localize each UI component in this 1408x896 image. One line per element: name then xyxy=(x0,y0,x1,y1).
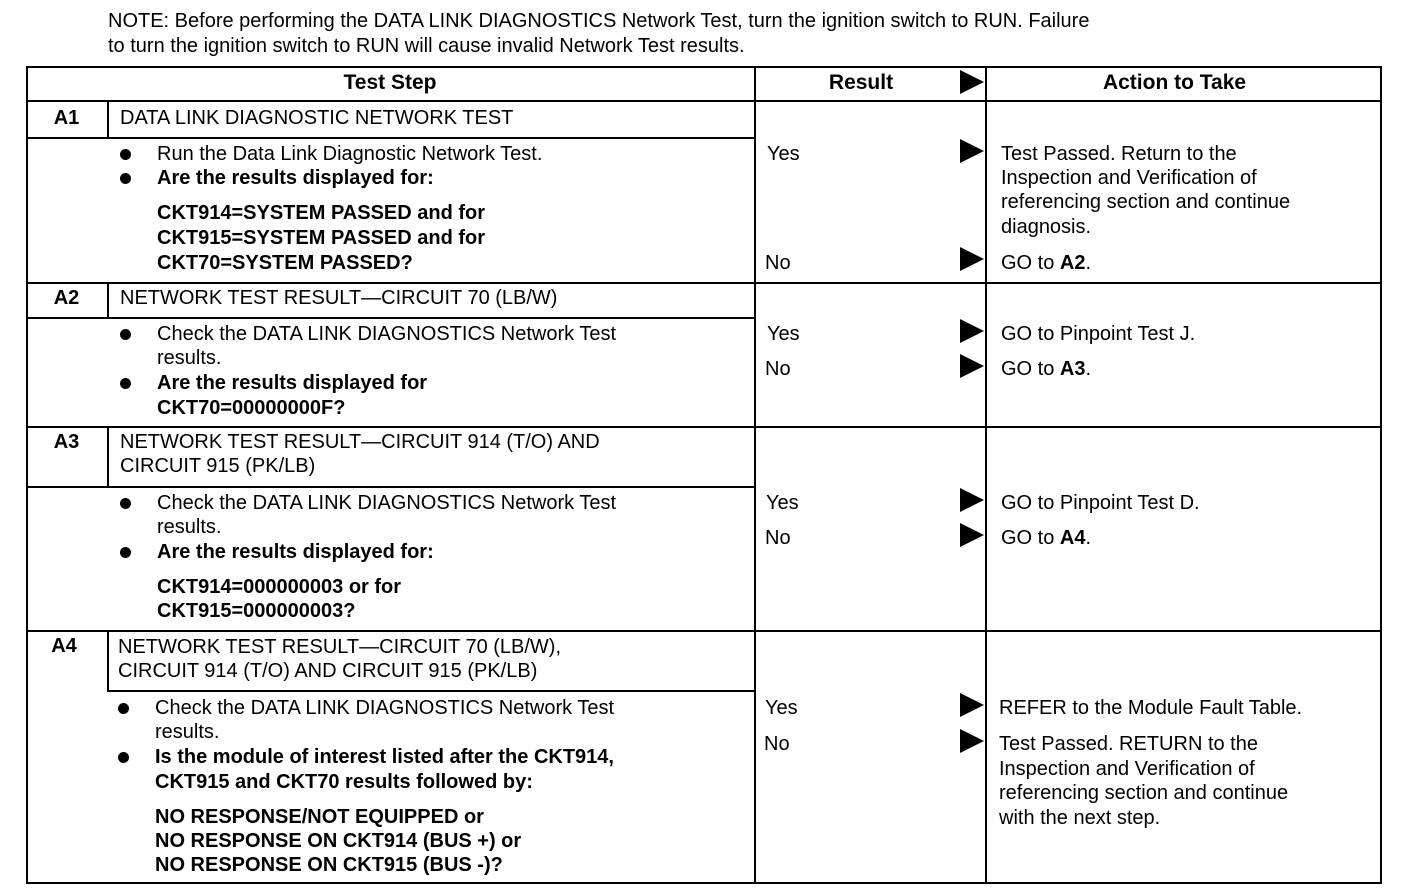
arrow-icon xyxy=(960,729,984,753)
step-id-a3: A3 xyxy=(53,431,80,453)
bullet-icon xyxy=(120,498,131,509)
title-rule-a4 xyxy=(107,690,755,692)
row-rule-a4 xyxy=(26,630,1382,632)
a4-bullet-2-line-2: CKT915 and CKT70 results followed by: xyxy=(155,771,533,793)
a4-result-yes: Yes xyxy=(765,697,798,719)
id-divider-a2 xyxy=(107,282,109,318)
a3-result-no: No xyxy=(765,527,791,549)
a3-bullet-2: Are the results displayed for: xyxy=(157,541,434,563)
a2-bullet-1-line-2: results. xyxy=(157,347,222,369)
row-rule-a2 xyxy=(26,282,1382,284)
a1-extra-1: CKT914=SYSTEM PASSED and for xyxy=(157,202,486,224)
a4-action-no-4: with the next step. xyxy=(999,807,1161,829)
a3-bullet-1-line-2: results. xyxy=(157,516,222,538)
a1-extra-2: CKT915=SYSTEM PASSED and for xyxy=(157,227,486,249)
bullet-icon xyxy=(120,149,131,160)
bullet-icon xyxy=(120,329,131,340)
header-rule xyxy=(26,100,1382,102)
note-line-1: NOTE: Before performing the DATA LINK DIAGNOSTICS Network Test, turn the ignition switch to RUN. Failure xyxy=(108,10,1090,32)
a4-action-no-3: referencing section and continue xyxy=(999,782,1289,804)
a1-bullet-1: Run the Data Link Diagnostic Network Test. xyxy=(157,143,543,165)
step-title-a1: DATA LINK DIAGNOSTIC NETWORK TEST xyxy=(120,107,514,129)
a2-bullet-1-line-1: Check the DATA LINK DIAGNOSTICS Network Test xyxy=(157,323,617,345)
step-title-a3-line-2: CIRCUIT 915 (PK/LB) xyxy=(120,455,316,477)
a4-extra-1: NO RESPONSE/NOT EQUIPPED or xyxy=(155,806,484,828)
id-divider-a1 xyxy=(107,100,109,138)
bullet-icon xyxy=(120,378,131,389)
step-title-a4-line-2: CIRCUIT 914 (T/O) AND CIRCUIT 915 (PK/LB) xyxy=(118,660,538,682)
title-rule-a1 xyxy=(26,137,755,139)
a2-bullet-2-line-2: CKT70=00000000F? xyxy=(157,397,346,419)
a2-action-yes: GO to Pinpoint Test J. xyxy=(1001,323,1196,345)
a1-result-yes: Yes xyxy=(767,143,800,165)
bullet-icon xyxy=(118,752,129,763)
a4-action-no-2: Inspection and Verification of xyxy=(999,758,1255,780)
arrow-icon xyxy=(960,523,984,547)
a4-bullet-2-line-1: Is the module of interest listed after the CKT914, xyxy=(155,746,614,768)
a4-action-no-1: Test Passed. RETURN to the xyxy=(999,733,1258,755)
a2-result-yes: Yes xyxy=(767,323,800,345)
arrow-icon xyxy=(960,488,984,512)
a1-bullet-2: Are the results displayed for: xyxy=(157,167,434,189)
step-title-a3-line-1: NETWORK TEST RESULT—CIRCUIT 914 (T/O) AND xyxy=(120,431,600,453)
id-divider-a3 xyxy=(107,426,109,487)
arrow-icon xyxy=(960,247,984,271)
a1-result-no: No xyxy=(765,252,791,274)
note-line-2: to turn the ignition switch to RUN will cause invalid Network Test results. xyxy=(108,35,745,57)
bullet-icon xyxy=(120,547,131,558)
a3-result-yes: Yes xyxy=(766,492,799,514)
step-title-a2: NETWORK TEST RESULT—CIRCUIT 70 (LB/W) xyxy=(120,287,558,309)
arrow-icon xyxy=(960,139,984,163)
a4-action-yes: REFER to the Module Fault Table. xyxy=(999,697,1303,719)
header-action: Action to Take xyxy=(1102,71,1247,94)
a3-action-no: GO to A4. xyxy=(1001,527,1092,549)
a1-action-yes-2: Inspection and Verification of xyxy=(1001,167,1257,189)
col-divider-action xyxy=(985,66,987,884)
a1-action-yes-1: Test Passed. Return to the xyxy=(1001,143,1237,165)
a2-result-no: No xyxy=(765,358,791,380)
step-title-a4-line-1: NETWORK TEST RESULT—CIRCUIT 70 (LB/W), xyxy=(118,636,562,658)
a2-bullet-2-line-1: Are the results displayed for xyxy=(157,372,428,394)
a3-bullet-1-line-1: Check the DATA LINK DIAGNOSTICS Network Test xyxy=(157,492,617,514)
bullet-icon xyxy=(120,173,131,184)
arrow-icon xyxy=(960,354,984,378)
a1-action-no: GO to A2. xyxy=(1001,252,1092,274)
a4-result-no: No xyxy=(764,733,790,755)
a3-extra-1: CKT914=000000003 or for xyxy=(157,576,402,598)
step-id-a2: A2 xyxy=(53,287,80,309)
id-divider-a4 xyxy=(107,630,109,691)
a1-action-yes-3: referencing section and continue xyxy=(1001,191,1291,213)
a2-action-no: GO to A3. xyxy=(1001,358,1092,380)
header-test-step: Test Step xyxy=(343,71,437,94)
step-id-a1: A1 xyxy=(53,107,80,129)
a4-bullet-1-line-1: Check the DATA LINK DIAGNOSTICS Network Test xyxy=(155,697,615,719)
a3-extra-2: CKT915=000000003? xyxy=(157,600,356,622)
header-arrow-icon xyxy=(960,70,984,94)
a4-extra-3: NO RESPONSE ON CKT915 (BUS -)? xyxy=(155,854,503,876)
arrow-icon xyxy=(960,319,984,343)
step-id-a4: A4 xyxy=(51,635,77,657)
a4-extra-2: NO RESPONSE ON CKT914 (BUS +) or xyxy=(155,830,522,852)
row-rule-a3 xyxy=(26,426,1382,428)
a3-action-yes: GO to Pinpoint Test D. xyxy=(1001,492,1200,514)
a4-bullet-1-line-2: results. xyxy=(155,721,220,743)
bullet-icon xyxy=(118,703,129,714)
arrow-icon xyxy=(960,693,984,717)
title-rule-a3 xyxy=(26,486,755,488)
col-divider-result xyxy=(754,66,756,884)
note xyxy=(108,9,1089,59)
header-result: Result xyxy=(828,71,894,94)
title-rule-a2 xyxy=(26,317,755,319)
a1-extra-3: CKT70=SYSTEM PASSED? xyxy=(157,252,413,274)
a1-action-yes-4: diagnosis. xyxy=(1001,216,1092,238)
